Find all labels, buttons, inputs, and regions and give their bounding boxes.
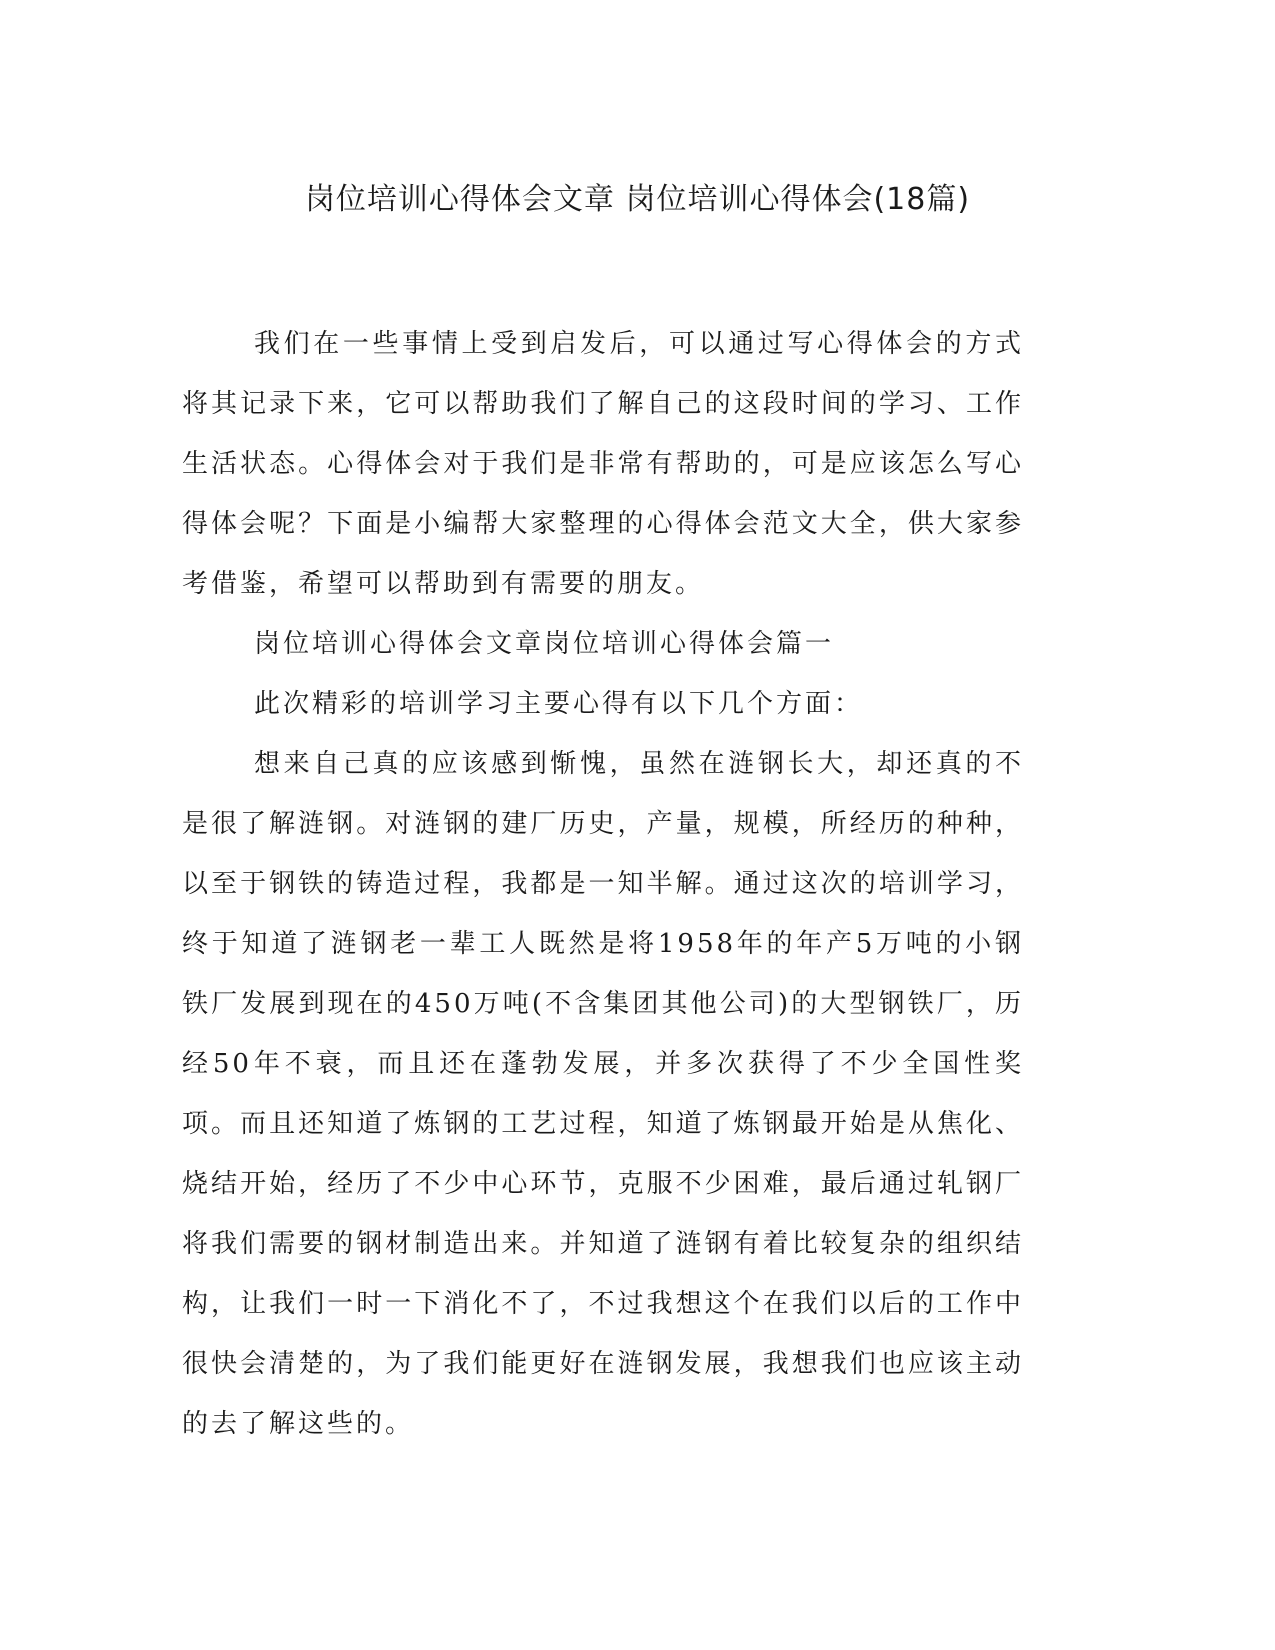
intro-paragraph: 我们在一些事情上受到启发后，可以通过写心得体会的方式将其记录下来，它可以帮助我们了解自己的这段时间的学习、工作生活状态。心得体会对于我们是非常有帮助的，可是应该怎么写心得体会呢？下面是小编帮大家整理的心得体会范文大全，供大家参考借鉴，希望可以帮助到有需要的朋友。 xyxy=(182,329,1024,599)
body-paragraph: 想来自己真的应该感到惭愧，虽然在涟钢长大，却还真的不是很了解涟钢。对涟钢的建厂历史，产量，规模，所经历的种种，以至于钢铁的铸造过程，我都是一知半解。通过这次的培训学习，终于知道了涟钢老一辈工人既然是将1958年的年产5万吨的小钢铁厂发展到现在的450万吨(不含集团其他公司)的大型钢铁厂，历经50年不衰，而且还在蓬勃发展，并多次获得了不少全国性奖项。而且还知道了炼钢的工艺过程，知道了炼钢最开始是从焦化、烧结开始，经历了不少中心环节，克服不少困难，最后通过轧钢厂将我们需要的钢材制造出来。并知道了涟钢有着比较复杂的组织结构，让我们一时一下消化不了，不过我想这个在我们以后的工作中很快会清楚的，为了我们能更好在涟钢发展，我想我们也应该主动的去了解这些的。 xyxy=(182,749,1024,1439)
section-heading: 岗位培训心得体会文章岗位培训心得体会篇一 xyxy=(254,629,835,659)
summary-paragraph: 此次精彩的培训学习主要心得有以下几个方面： xyxy=(254,689,864,719)
document-title: 岗位培训心得体会文章 岗位培训心得体会(18篇) xyxy=(304,182,971,217)
document-body xyxy=(182,314,1024,1454)
